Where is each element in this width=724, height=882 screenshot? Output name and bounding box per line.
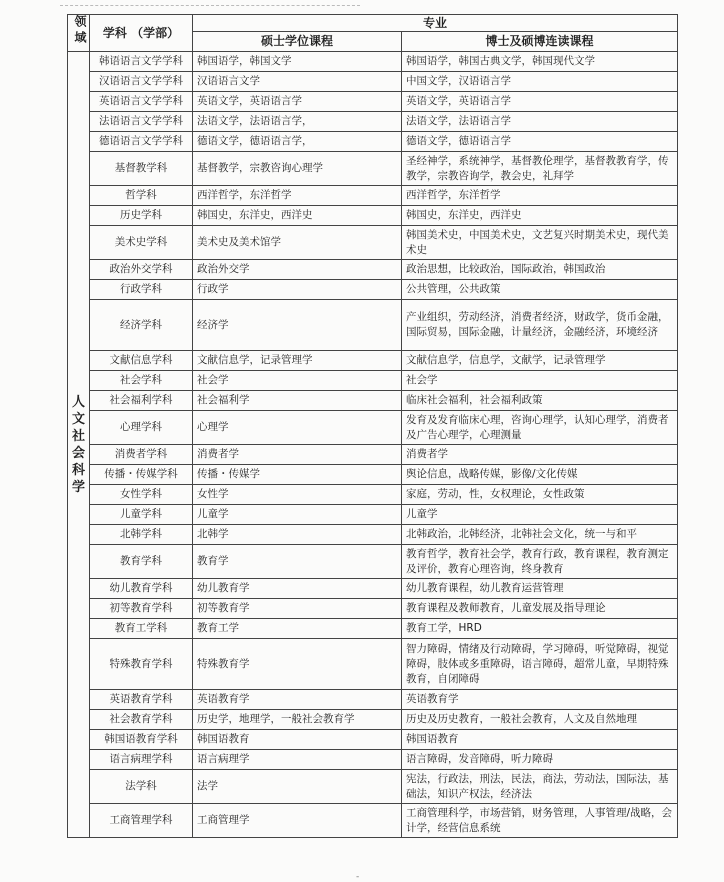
table-row <box>68 351 678 371</box>
page-footer-mark: - <box>356 872 360 882</box>
phd-cell: 圣经神学，系统神学，基督教伦理学，基督教教育学，传教学，宗教咨询学，教会史，礼拜学 <box>402 152 678 186</box>
subject-cell: 幼儿教育学科 <box>90 579 193 599</box>
masters-cell: 语言病理学 <box>193 750 402 770</box>
masters-cell: 儿童学 <box>193 505 402 525</box>
table-row <box>68 710 678 730</box>
header-masters: 硕士学位课程 <box>193 32 402 52</box>
phd-cell: 教育课程及教师教育，儿童发展及指导理论 <box>402 599 678 619</box>
phd-cell: 教育工学，HRD <box>402 619 678 639</box>
subject-cell: 社会福利学科 <box>90 391 193 411</box>
masters-cell: 文献信息学，记录管理学 <box>193 351 402 371</box>
table-row <box>68 260 678 280</box>
table-row <box>68 152 678 186</box>
masters-cell: 韩国史，东洋史，西洋史 <box>193 206 402 226</box>
subject-cell: 汉语语言文学学科 <box>90 72 193 92</box>
domain-cell <box>68 52 90 838</box>
table-row <box>68 485 678 505</box>
subject-cell: 韩国语教育学科 <box>90 730 193 750</box>
table-row <box>68 619 678 639</box>
masters-cell: 法学 <box>193 770 402 804</box>
subject-cell: 传播・传媒学科 <box>90 465 193 485</box>
subject-cell: 工商管理学科 <box>90 804 193 838</box>
phd-cell: 智力障碍，情绪及行动障碍，学习障碍，听觉障碍，视觉障碍，肢体或多重障碍，语言障碍，超常儿童，早期特殊教育，自闭障碍 <box>402 639 678 690</box>
subject-cell: 经济学科 <box>90 300 193 351</box>
phd-cell: 公共管理，公共政策 <box>402 280 678 300</box>
table-row <box>68 505 678 525</box>
subject-cell: 女性学科 <box>90 485 193 505</box>
table-row <box>68 226 678 260</box>
phd-cell: 历史及历史教育，一般社会教育，人文及自然地理 <box>402 710 678 730</box>
masters-cell: 幼儿教育学 <box>193 579 402 599</box>
masters-cell: 韩国语学，韩国文学 <box>193 52 402 72</box>
phd-cell: 宪法，行政法，刑法，民法，商法，劳动法，国际法，基础法，知识产权法，经济法 <box>402 770 678 804</box>
masters-cell: 英语教育学 <box>193 690 402 710</box>
masters-cell: 北韩学 <box>193 525 402 545</box>
subject-cell: 行政学科 <box>90 280 193 300</box>
table-row <box>68 445 678 465</box>
header-phd: 博士及硕博连读课程 <box>402 32 678 52</box>
subject-cell: 儿童学科 <box>90 505 193 525</box>
phd-cell: 英语文学，英语语言学 <box>402 92 678 112</box>
phd-cell: 西洋哲学，东洋哲学 <box>402 186 678 206</box>
subject-cell: 基督教学科 <box>90 152 193 186</box>
cropped-header-line <box>60 0 360 6</box>
subject-cell: 法语语言文学学科 <box>90 112 193 132</box>
table-row <box>68 770 678 804</box>
masters-cell: 汉语语言文学 <box>193 72 402 92</box>
table-row <box>68 280 678 300</box>
masters-cell: 社会学 <box>193 371 402 391</box>
subject-cell: 美术史学科 <box>90 226 193 260</box>
masters-cell: 女性学 <box>193 485 402 505</box>
subject-cell: 社会学科 <box>90 371 193 391</box>
masters-cell: 行政学 <box>193 280 402 300</box>
phd-cell: 语言障碍，发音障碍，听力障碍 <box>402 750 678 770</box>
table-row <box>68 92 678 112</box>
subject-cell: 哲学科 <box>90 186 193 206</box>
masters-cell: 历史学，地理学，一般社会教育学 <box>193 710 402 730</box>
header-major: 专业 <box>193 15 678 32</box>
phd-cell: 法语文学，法语语言学 <box>402 112 678 132</box>
subject-cell: 英语教育学科 <box>90 690 193 710</box>
phd-cell: 文献信息学，信息学，文献学，记录管理学 <box>402 351 678 371</box>
phd-cell: 发育及发育临床心理，咨询心理学，认知心理学，消费者及广告心理学，心理测量 <box>402 411 678 445</box>
subject-cell: 英语语言文学学科 <box>90 92 193 112</box>
masters-cell: 工商管理学 <box>193 804 402 838</box>
phd-cell: 幼儿教育课程，幼儿教育运营管理 <box>402 579 678 599</box>
domain-label: 人文社会科学 <box>71 394 85 495</box>
masters-cell: 美术史及美术馆学 <box>193 226 402 260</box>
phd-cell: 产业组织，劳动经济，消费者经济，财政学，货币金融，国际贸易，国际金融，计量经济，金融经济，环境经济 <box>402 300 678 351</box>
table-row <box>68 525 678 545</box>
table-row <box>68 730 678 750</box>
table-row <box>68 750 678 770</box>
masters-cell: 德语文学，德语语言学， <box>193 132 402 152</box>
table-row <box>68 371 678 391</box>
majors-table <box>67 14 678 838</box>
subject-cell: 特殊教育学科 <box>90 639 193 690</box>
phd-cell: 德语文学，德语语言学 <box>402 132 678 152</box>
masters-cell: 法语文学，法语语言学， <box>193 112 402 132</box>
phd-cell: 社会学 <box>402 371 678 391</box>
table-row <box>68 579 678 599</box>
subject-cell: 消费者学科 <box>90 445 193 465</box>
masters-cell: 心理学 <box>193 411 402 445</box>
phd-cell: 韩国语教育 <box>402 730 678 750</box>
phd-cell: 工商管理科学，市场营销，财务管理，人事管理/战略，会计学，经营信息系统 <box>402 804 678 838</box>
masters-cell: 基督教学，宗教咨询心理学 <box>193 152 402 186</box>
table-row <box>68 72 678 92</box>
masters-cell: 韩国语教育 <box>193 730 402 750</box>
subject-cell: 历史学科 <box>90 206 193 226</box>
table-row <box>68 690 678 710</box>
table-row <box>68 52 678 72</box>
table-row <box>68 206 678 226</box>
masters-cell: 经济学 <box>193 300 402 351</box>
masters-cell: 消费者学 <box>193 445 402 465</box>
phd-cell: 韩国美术史，中国美术史，文艺复兴时期美术史，现代美术史 <box>402 226 678 260</box>
header-domain: 领域 <box>68 15 90 52</box>
table-row <box>68 112 678 132</box>
phd-cell: 英语教育学 <box>402 690 678 710</box>
phd-cell: 韩国史，东洋史，西洋史 <box>402 206 678 226</box>
masters-cell: 教育工学 <box>193 619 402 639</box>
table-row <box>68 465 678 485</box>
phd-cell: 中国文学，汉语语言学 <box>402 72 678 92</box>
subject-cell: 法学科 <box>90 770 193 804</box>
subject-cell: 教育工学科 <box>90 619 193 639</box>
phd-cell: 家庭，劳动，性，女权理论，女性政策 <box>402 485 678 505</box>
masters-cell: 初等教育学 <box>193 599 402 619</box>
table-row <box>68 804 678 838</box>
subject-cell: 语言病理学科 <box>90 750 193 770</box>
phd-cell: 北韩政治，北韩经济，北韩社会文化，统一与和平 <box>402 525 678 545</box>
table-row <box>68 411 678 445</box>
masters-cell: 社会福利学 <box>193 391 402 411</box>
masters-cell: 西洋哲学，东洋哲学 <box>193 186 402 206</box>
table-row <box>68 639 678 690</box>
table-row <box>68 132 678 152</box>
table-row <box>68 599 678 619</box>
subject-cell: 文献信息学科 <box>90 351 193 371</box>
subject-cell: 德语语言文学学科 <box>90 132 193 152</box>
subject-cell: 北韩学科 <box>90 525 193 545</box>
phd-cell: 临床社会福利，社会福利政策 <box>402 391 678 411</box>
subject-cell: 社会教育学科 <box>90 710 193 730</box>
subject-cell: 教育学科 <box>90 545 193 579</box>
phd-cell: 儿童学 <box>402 505 678 525</box>
table-row <box>68 545 678 579</box>
phd-cell: 舆论信息，战略传媒，影像/文化传媒 <box>402 465 678 485</box>
masters-cell: 英语文学，英语语言学 <box>193 92 402 112</box>
masters-cell: 政治外交学 <box>193 260 402 280</box>
table-body <box>68 52 678 838</box>
table-row <box>68 186 678 206</box>
table-row <box>68 391 678 411</box>
phd-cell: 政治思想，比较政治，国际政治，韩国政治 <box>402 260 678 280</box>
masters-cell: 教育学 <box>193 545 402 579</box>
phd-cell: 教育哲学，教育社会学，教育行政，教育课程，教育测定及评价，教育心理咨询，终身教育 <box>402 545 678 579</box>
phd-cell: 韩国语学，韩国古典文学，韩国现代文学 <box>402 52 678 72</box>
table-row <box>68 300 678 351</box>
phd-cell: 消费者学 <box>402 445 678 465</box>
masters-cell: 特殊教育学 <box>193 639 402 690</box>
header-subject: 学科 （学部） <box>90 15 193 52</box>
subject-cell: 韩语语言文学学科 <box>90 52 193 72</box>
subject-cell: 心理学科 <box>90 411 193 445</box>
masters-cell: 传播・传媒学 <box>193 465 402 485</box>
subject-cell: 政治外交学科 <box>90 260 193 280</box>
subject-cell: 初等教育学科 <box>90 599 193 619</box>
